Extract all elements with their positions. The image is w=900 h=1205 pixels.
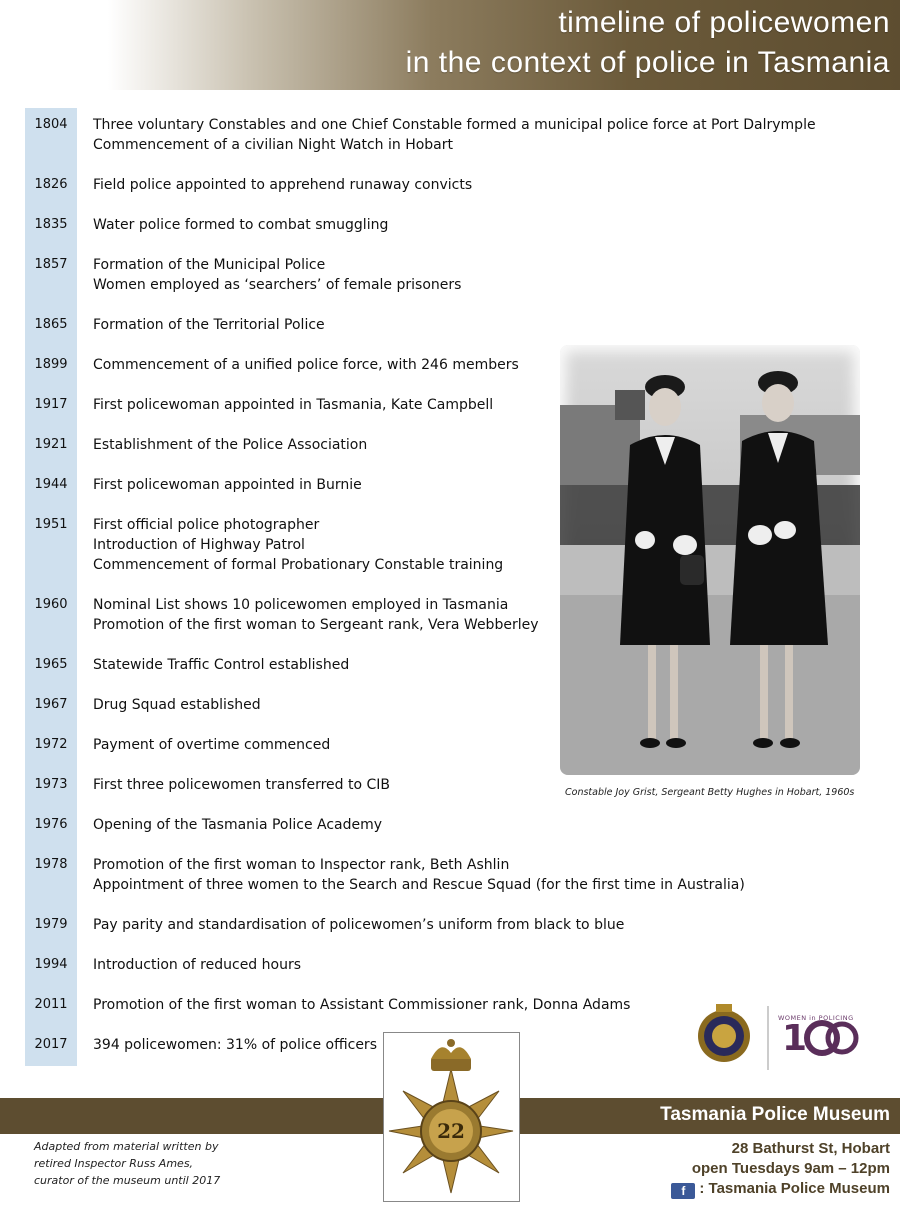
timeline-year: 2011 (34, 997, 68, 1012)
timeline-events (93, 175, 893, 195)
photo-caption: Constable Joy Grist, Sergeant Betty Hughes in Hobart, 1960s (565, 787, 855, 798)
timeline-event-line: Promotion of the first woman to Sergeant rank, Vera Webberley (93, 617, 539, 633)
timeline-event-line: Commencement of a civilian Night Watch in Hobart (93, 137, 454, 153)
facebook-icon: f (671, 1183, 695, 1199)
timeline-event-line: Women employed as ‘searchers’ of female prisoners (93, 277, 462, 293)
timeline-event-line: Promotion of the first woman to Inspector rank, Beth Ashlin (93, 857, 510, 873)
timeline-year: 1804 (34, 117, 68, 132)
timeline-event-line: 394 policewomen: 31% of police officers (93, 1037, 377, 1053)
timeline-event-line: Three voluntary Constables and one Chief Constable formed a municipal police force at Port Dalrymple (93, 117, 816, 133)
credit-note (34, 1138, 220, 1189)
timeline-event-line: First three policewomen transferred to CIB (93, 777, 390, 793)
svg-text:1: 1 (782, 1018, 808, 1059)
facebook-link[interactable] (671, 1180, 890, 1199)
tasmania-police-crest-icon (698, 1004, 750, 1062)
credit-line-1: Adapted from material written by (34, 1140, 219, 1153)
timeline-year: 1857 (34, 257, 68, 272)
timeline-year: 1917 (34, 397, 68, 412)
timeline-events (93, 255, 893, 295)
police-badge-image (383, 1032, 520, 1202)
credit-line-2: retired Inspector Russ Ames, (34, 1157, 194, 1170)
historic-photo (560, 345, 860, 775)
timeline-year: 1835 (34, 217, 68, 232)
timeline-year: 1826 (34, 177, 68, 192)
timeline-event-line: Water police formed to combat smuggling (93, 217, 389, 233)
women-in-policing-label: WOMEN in POLICING (778, 1014, 854, 1022)
women-in-policing-100-logo (782, 1018, 856, 1059)
logos-area (692, 998, 862, 1078)
timeline-event-line: Formation of the Municipal Police (93, 257, 326, 273)
timeline-year: 1965 (34, 657, 68, 672)
timeline-year: 1978 (34, 857, 68, 872)
timeline-year: 1951 (34, 517, 68, 532)
museum-address: 28 Bathurst St, Hobart (731, 1140, 890, 1157)
page-header (0, 0, 900, 90)
timeline-event-line: Introduction of Highway Patrol (93, 537, 305, 553)
timeline-year: 1865 (34, 317, 68, 332)
timeline-event-line: Statewide Traffic Control established (93, 657, 350, 673)
badge-number: 22 (437, 1119, 465, 1143)
timeline-events (93, 915, 893, 935)
timeline-event-line: Drug Squad established (93, 697, 261, 713)
timeline-year: 2017 (34, 1037, 68, 1052)
timeline-year: 1921 (34, 437, 68, 452)
credit-line-3: curator of the museum until 2017 (34, 1174, 221, 1187)
museum-title: Tasmania Police Museum (660, 1104, 890, 1125)
timeline-events (93, 315, 893, 335)
timeline-events (93, 215, 893, 235)
timeline-year: 1967 (34, 697, 68, 712)
timeline-year: 1960 (34, 597, 68, 612)
timeline-event-line: Establishment of the Police Association (93, 437, 368, 453)
timeline-event-line: Nominal List shows 10 policewomen employed in Tasmania (93, 597, 509, 613)
timeline-event-line: First official police photographer (93, 517, 320, 533)
timeline-year: 1976 (34, 817, 68, 832)
timeline-event-line: Promotion of the first woman to Assistant Commissioner rank, Donna Adams (93, 997, 631, 1013)
timeline-year: 1994 (34, 957, 68, 972)
timeline-year: 1973 (34, 777, 68, 792)
timeline-year: 1972 (34, 737, 68, 752)
page-subtitle: in the context of police in Tasmania (405, 46, 890, 79)
timeline-event-line: First policewoman appointed in Tasmania, Kate Campbell (93, 397, 494, 413)
timeline-year: 1899 (34, 357, 68, 372)
timeline-event-line: First policewoman appointed in Burnie (93, 477, 362, 493)
timeline-event-line: Appointment of three women to the Search and Rescue Squad (for the first time in Australia) (93, 877, 745, 893)
facebook-label: : Tasmania Police Museum (699, 1180, 890, 1197)
timeline-year: 1979 (34, 917, 68, 932)
page-title: timeline of policewomen (558, 6, 890, 39)
crown-icon (431, 1039, 471, 1071)
timeline-event-line: Commencement of formal Probationary Constable training (93, 557, 504, 573)
timeline-events (93, 855, 893, 895)
timeline-event-line: Introduction of reduced hours (93, 957, 302, 973)
timeline-event-line: Field police appointed to apprehend runaway convicts (93, 177, 473, 193)
timeline-events (93, 115, 893, 155)
museum-hours: open Tuesdays 9am – 12pm (691, 1160, 890, 1177)
timeline-event-line: Commencement of a unified police force, with 246 members (93, 357, 519, 373)
timeline-events (93, 955, 893, 975)
timeline-event-line: Opening of the Tasmania Police Academy (93, 817, 383, 833)
timeline-events (93, 815, 893, 835)
timeline-event-line: Pay parity and standardisation of policewomen’s uniform from black to blue (93, 917, 625, 933)
timeline-year: 1944 (34, 477, 68, 492)
timeline-event-line: Payment of overtime commenced (93, 737, 331, 753)
timeline-event-line: Formation of the Territorial Police (93, 317, 325, 333)
